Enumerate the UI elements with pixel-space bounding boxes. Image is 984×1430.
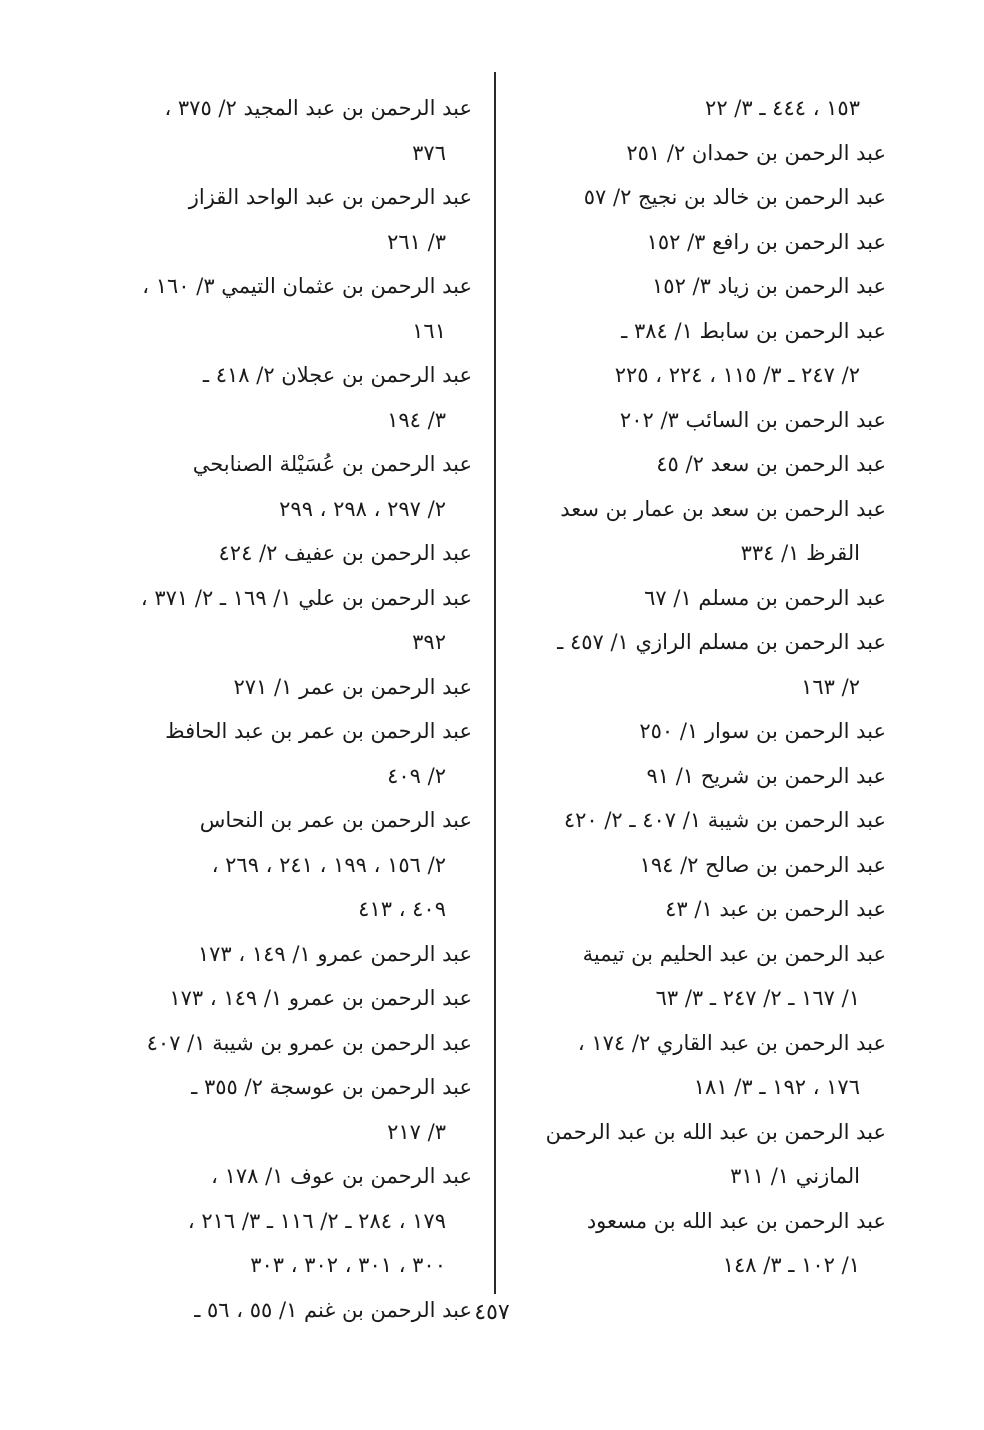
entry-line: عبد الرحمن بن عمر بن عبد الحافظ xyxy=(165,719,472,743)
entry-continuation-line: ١/ ١٠٢ ـ ٣/ ١٤٨ xyxy=(722,1253,860,1277)
index-entry xyxy=(100,576,472,665)
index-entry xyxy=(514,86,886,131)
entry-continuation-line: ٢/ ٢٩٧ ، ٢٩٨ ، ٢٩٩ xyxy=(279,496,446,521)
entry-line: عبد الرحمن بن عبد ١/ ٤٣ xyxy=(665,897,886,921)
index-entry xyxy=(514,220,886,265)
index-entry xyxy=(514,709,886,754)
index-entry xyxy=(514,442,886,487)
entry-line: عبد الرحمن بن عثمان التيمي ٣/ ١٦٠ ، xyxy=(142,274,472,298)
entry-continuation-line: ٣/ ٢٦١ xyxy=(387,229,446,254)
entry-continuation-line: ٢/ ١٥٦ ، ١٩٩ ، ٢٤١ ، ٢٦٩ ، xyxy=(211,852,446,877)
entry-continuation-line: المازني ١/ ٣١١ xyxy=(730,1164,860,1188)
entry-line: عبد الرحمن بن مسلم الرازي ١/ ٤٥٧ ـ xyxy=(557,630,886,654)
index-entry xyxy=(514,1110,886,1199)
index-entry xyxy=(514,754,886,799)
entry-continuation-line: ١/ ١٦٧ ـ ٢/ ٢٤٧ ـ ٣/ ٦٣ xyxy=(655,986,860,1010)
entry-line: عبد الرحمن بن حمدان ٢/ ٢٥١ xyxy=(626,140,886,165)
entry-line: عبد الرحمن بن سابط ١/ ٣٨٤ ـ xyxy=(621,318,886,343)
entry-line: ١٥٣ ، ٤٤٤ ـ ٣/ ٢٢ xyxy=(705,96,860,120)
entry-continuation-line: ٣/ ٢١٧ xyxy=(387,1119,446,1144)
entry-line: عبد الرحمن بن عبد الله بن عبد الرحمن xyxy=(545,1119,886,1144)
entry-line: عبد الرحمن بن سوار ١/ ٢٥٠ xyxy=(639,719,886,743)
entry-line: عبد الرحمن بن عجلان ٢/ ٤١٨ ـ xyxy=(202,363,472,387)
entry-line: عبد الرحمن بن عفيف ٢/ ٤٢٤ xyxy=(218,541,472,565)
page-number: ٤٥٧ xyxy=(474,1300,510,1325)
entry-line: عبد الرحمن بن علي ١/ ١٦٩ ـ ٢/ ٣٧١ ، xyxy=(140,585,472,610)
index-entry xyxy=(514,264,886,309)
entry-line: عبد الرحمن بن عمرو ١/ ١٤٩ ، ١٧٣ xyxy=(169,986,472,1010)
entry-line: عبد الرحمن بن عبد القاري ٢/ ١٧٤ ، xyxy=(577,1030,886,1055)
index-entry xyxy=(100,353,472,442)
entry-continuation-line: ٣٩٢ xyxy=(412,630,446,654)
entry-line: عبد الرحمن بن عمرو بن شيبة ١/ ٤٠٧ xyxy=(146,1030,472,1055)
entry-continuation-line: ٣٧٦ xyxy=(412,140,446,165)
index-entry xyxy=(514,932,886,1021)
index-entry xyxy=(100,932,472,977)
entry-line: عبد الرحمن بن عبد الله بن مسعود xyxy=(586,1208,886,1233)
index-entry xyxy=(514,843,886,888)
entry-line: عبد الرحمن بن سعد بن عمار بن سعد xyxy=(560,496,886,521)
entry-line: عبد الرحمن بن رافع ٣/ ١٥٢ xyxy=(646,229,886,254)
entry-continuation-line: ٣٠٠ ، ٣٠١ ، ٣٠٢ ، ٣٠٣ xyxy=(250,1253,446,1277)
entry-line: عبد الرحمن بن خالد بن نجيج ٢/ ٥٧ xyxy=(583,185,886,209)
entry-continuation-line: ٢/ ٤٠٩ xyxy=(387,763,446,788)
index-entry xyxy=(100,976,472,1021)
index-entry xyxy=(514,131,886,176)
entry-continuation-line: ٢/ ٢٤٧ ـ ٣/ ١١٥ ، ٢٢٤ ، ٢٢٥ xyxy=(614,363,860,387)
entry-continuation-line: ٤٠٩ ، ٤١٣ xyxy=(358,897,446,921)
entry-line: عبد الرحمن بن مسلم ١/ ٦٧ xyxy=(644,585,886,610)
entry-line: عبد الرحمن بن عمر ١/ ٢٧١ xyxy=(233,674,472,699)
index-entry xyxy=(514,1021,886,1110)
index-entry xyxy=(100,531,472,576)
entry-line: عبد الرحمن بن عمر بن النحاس xyxy=(199,808,472,832)
index-entry xyxy=(514,309,886,398)
index-entry xyxy=(100,709,472,798)
entry-line: عبد الرحمن بن غنم ١/ ٥٥ ، ٥٦ ـ xyxy=(194,1297,472,1322)
index-entry xyxy=(100,86,472,175)
entry-line: عبد الرحمن بن عُسَيْلة الصنابحي xyxy=(192,452,472,476)
index-entry xyxy=(100,798,472,932)
index-entry xyxy=(100,175,472,264)
column-divider xyxy=(494,72,496,1294)
entry-line: عبد الرحمن عمرو ١/ ١٤٩ ، ١٧٣ xyxy=(197,941,472,966)
index-entry xyxy=(100,1065,472,1154)
entry-line: عبد الرحمن بن صالح ٢/ ١٩٤ xyxy=(639,852,886,877)
entry-line: عبد الرحمن بن عبد الحليم بن تيمية xyxy=(582,941,886,966)
index-entry xyxy=(514,1199,886,1288)
index-column-right xyxy=(514,86,886,1288)
entry-line: عبد الرحمن بن عوسجة ٢/ ٣٥٥ ـ xyxy=(191,1075,472,1099)
entry-continuation-line: ٢/ ١٦٣ xyxy=(801,674,860,699)
entry-line: عبد الرحمن بن شريح ١/ ٩١ xyxy=(646,763,886,788)
entry-continuation-line: ١٧٩ ، ٢٨٤ ـ ٢/ ١١٦ ـ ٣/ ٢١٦ ، xyxy=(187,1208,446,1233)
entry-line: عبد الرحمن بن سعد ٢/ ٤٥ xyxy=(656,452,886,476)
index-entry xyxy=(514,175,886,220)
index-entry xyxy=(100,442,472,531)
index-entry xyxy=(514,487,886,576)
entry-line: عبد الرحمن بن شيبة ١/ ٤٠٧ ـ ٢/ ٤٢٠ xyxy=(563,808,886,832)
index-entry xyxy=(514,576,886,621)
entry-line: عبد الرحمن بن عوف ١/ ١٧٨ ، xyxy=(211,1164,472,1188)
index-entry xyxy=(100,1154,472,1288)
index-entry xyxy=(100,1021,472,1066)
entry-line: عبد الرحمن بن عبد الواحد القزاز xyxy=(188,185,472,209)
entry-continuation-line: ١٦١ xyxy=(412,318,446,343)
entry-continuation-line: ١٧٦ ، ١٩٢ ـ ٣/ ١٨١ xyxy=(693,1075,860,1099)
entry-continuation-line: ٣/ ١٩٤ xyxy=(387,407,446,432)
index-entry xyxy=(514,620,886,709)
index-entry xyxy=(514,398,886,443)
index-column-left xyxy=(100,86,472,1332)
index-entry xyxy=(100,665,472,710)
index-entry xyxy=(100,264,472,353)
entry-line: عبد الرحمن بن عبد المجيد ٢/ ٣٧٥ ، xyxy=(164,96,472,120)
entry-line: عبد الرحمن بن السائب ٣/ ٢٠٢ xyxy=(619,407,886,432)
index-entry xyxy=(514,887,886,932)
entry-continuation-line: القرظ ١/ ٣٣٤ xyxy=(740,541,860,565)
index-entry xyxy=(514,798,886,843)
entry-line: عبد الرحمن بن زياد ٣/ ١٥٢ xyxy=(652,274,886,298)
